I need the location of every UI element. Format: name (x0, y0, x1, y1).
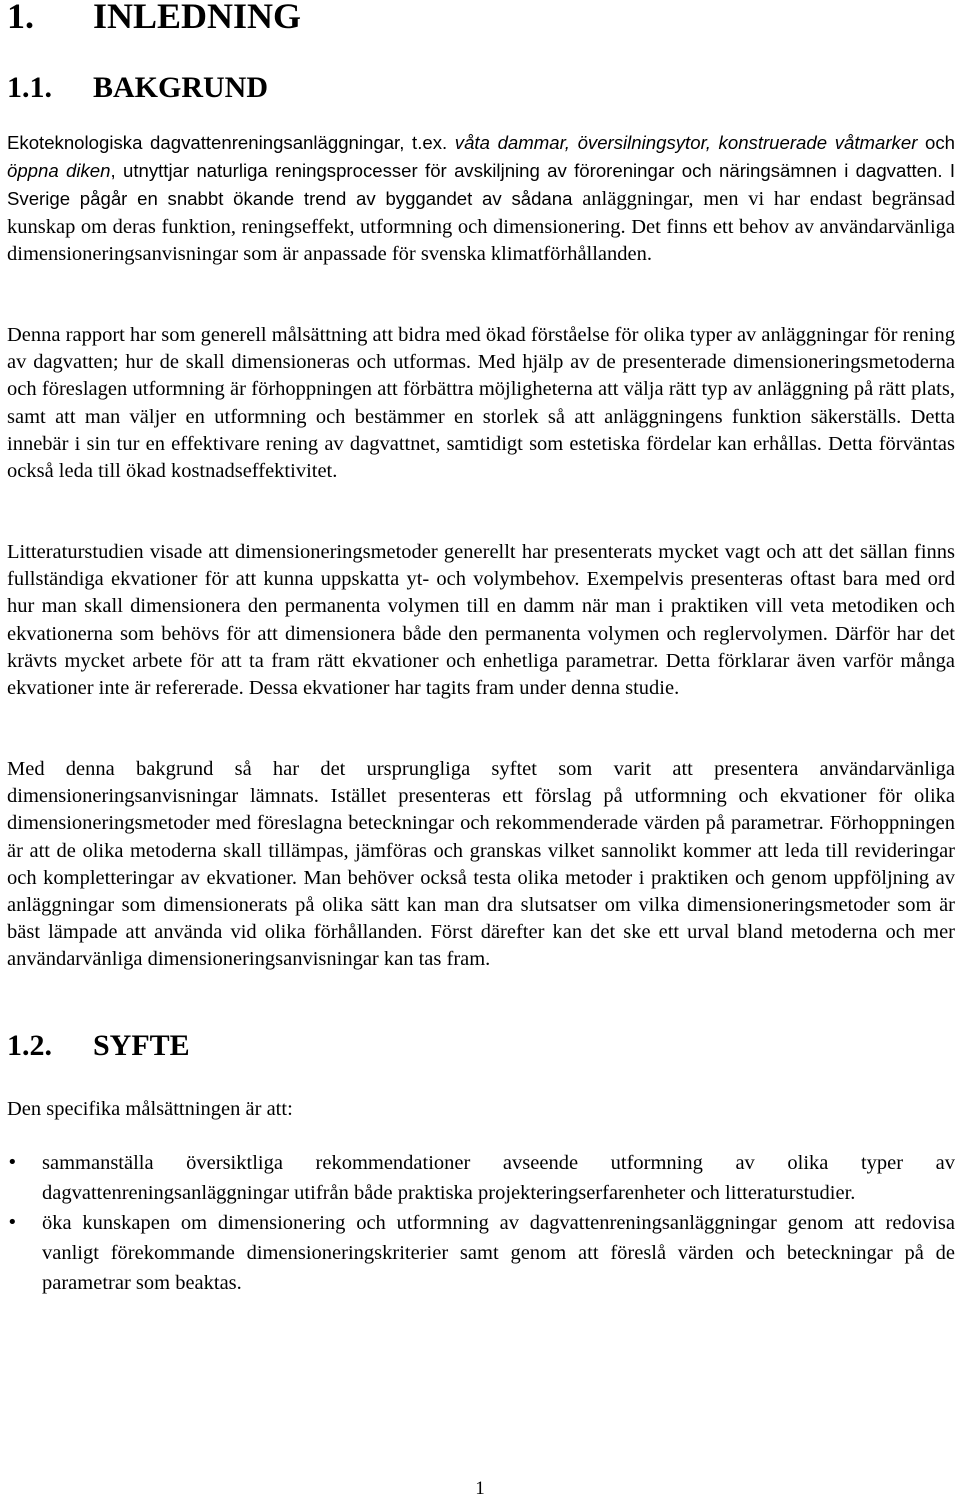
paragraph-3: Litteraturstudien visade att dimensioneringsmetoder generellt har presenterats mycket vagt och att det sällan finns fullständiga ekvationer för att kunna uppskatta yt- och volymbehov. Exempelvis presenteras oftast bara med ord hur man skall dimensionera den permanenta volymen till en damm när man i praktiken vill veta metodiken och ekvationerna som behövs för att dimensionera både den permanenta volymen och reglervolymen. Därför har det krävts mycket arbete för att ta fram rätt ekvationer och enhetliga parametrar. Detta förklarar även varför många ekvationer inte är refererade. Dessa ekvationer har tagits fram under denna studie. (7, 541, 955, 700)
list-item (7, 1148, 955, 1208)
para1-part-6: anläggningar, men vi har endast begränsad kunskap om deras funktion, reningseffekt, utformning och dimensionering. Det finns ett behov av användarvänliga dimensioneringsanvisningar som är anpassade för svenska klimatförhållanden. (7, 188, 955, 265)
page-number: 1 (475, 1478, 485, 1499)
bullet-icon: • (7, 1152, 18, 1173)
paragraph-1 (7, 129, 955, 268)
para1-part-3: och (925, 132, 956, 153)
paragraph-2: Denna rapport har som generell målsättning att bidra med ökad förståelse för olika typer av anläggningar för rening av dagvatten; hur de skall dimensioneras och utformas. Med hjälp av de presenterade dimensioneringsmetoderna och föreslagen utformning är förhoppningen att förbättra möjligheterna att välja rätt typ av anläggning på rätt plats, samt att man väljer en utformning och bestämmer en storlek så att anläggningens funktion säkerställs. Detta innebär i sin tur en effektivare rening av dagvattnet, samtidigt som estetiska fördelar kan erhållas. Detta förväntas också leda till ökad kostnadseffektivitet. (7, 324, 955, 483)
section-title: SYFTE (93, 1029, 190, 1062)
objectives-list (7, 1148, 955, 1298)
list-item (7, 1208, 955, 1298)
list-item-text: sammanställa översiktliga rekommendationer avseende utformning av olika typer av dagvattenreningsanläggningar utifrån både praktiska projekteringserfarenheter och litteraturstudier. (42, 1152, 955, 1204)
chapter-heading (7, 0, 301, 38)
bullet-icon: • (7, 1212, 18, 1233)
para1-part-2: våta dammar, översilningsytor, konstruerade våtmarker (454, 132, 918, 153)
section-number: 1.1. (7, 71, 52, 104)
para1-part-1: Ekoteknologiska dagvattenreningsanläggningar, t.ex. (7, 132, 448, 153)
paragraph-4: Med denna bakgrund så har det ursprungliga syftet som varit att presentera användarvänliga dimensioneringsanvisningar lämnats. Istället presenteras ett förslag på utformning och ekvationer för olika dimensioneringsmetoder med föreslagna beteckningar och rekommenderade värden på parametrar. Förhoppningen är att de olika metoderna skall tillämpas, jämföras och granskas vilket sannolikt kommer att leda till revideringar och kompletteringar av ekvationer. Man behöver också testa olika metoder i praktiken och genom uppföljning av anläggningar som dimensionerats på olika sätt kan man dra slutsatser om vilka dimensioneringsmetoder som är bäst lämpade att använda vid olika förhållanden. Först därefter kan det ske ett urval bland metoderna och mer användarvänliga dimensioneringsanvisningar kan tas fram. (7, 758, 955, 971)
chapter-title: INLEDNING (93, 0, 302, 36)
section-heading-bakgrund (7, 70, 268, 106)
para1-part-4: öppna diken (7, 160, 111, 182)
section-heading-syfte (7, 1028, 190, 1064)
section-title: BAKGRUND (93, 71, 269, 104)
syfte-intro: Den specifika målsättningen är att: (7, 1098, 293, 1120)
para1-part-5: , utnyttjar naturliga reningsprocesser för avskiljning av föroreningar och näringsämnen i dagvatten. I Sverige pågår en snabbt ökande trend av byggandet av sådana (7, 160, 955, 210)
chapter-number: 1. (7, 0, 34, 36)
section-number: 1.2. (7, 1029, 52, 1062)
list-item-text: öka kunskapen om dimensionering och utformning av dagvattenreningsanläggningar genom att redovisa vanligt förekommande dimensioneringskriterier samt genom att föreslå värden och beteckningar på de parametrar som beaktas. (42, 1212, 955, 1294)
